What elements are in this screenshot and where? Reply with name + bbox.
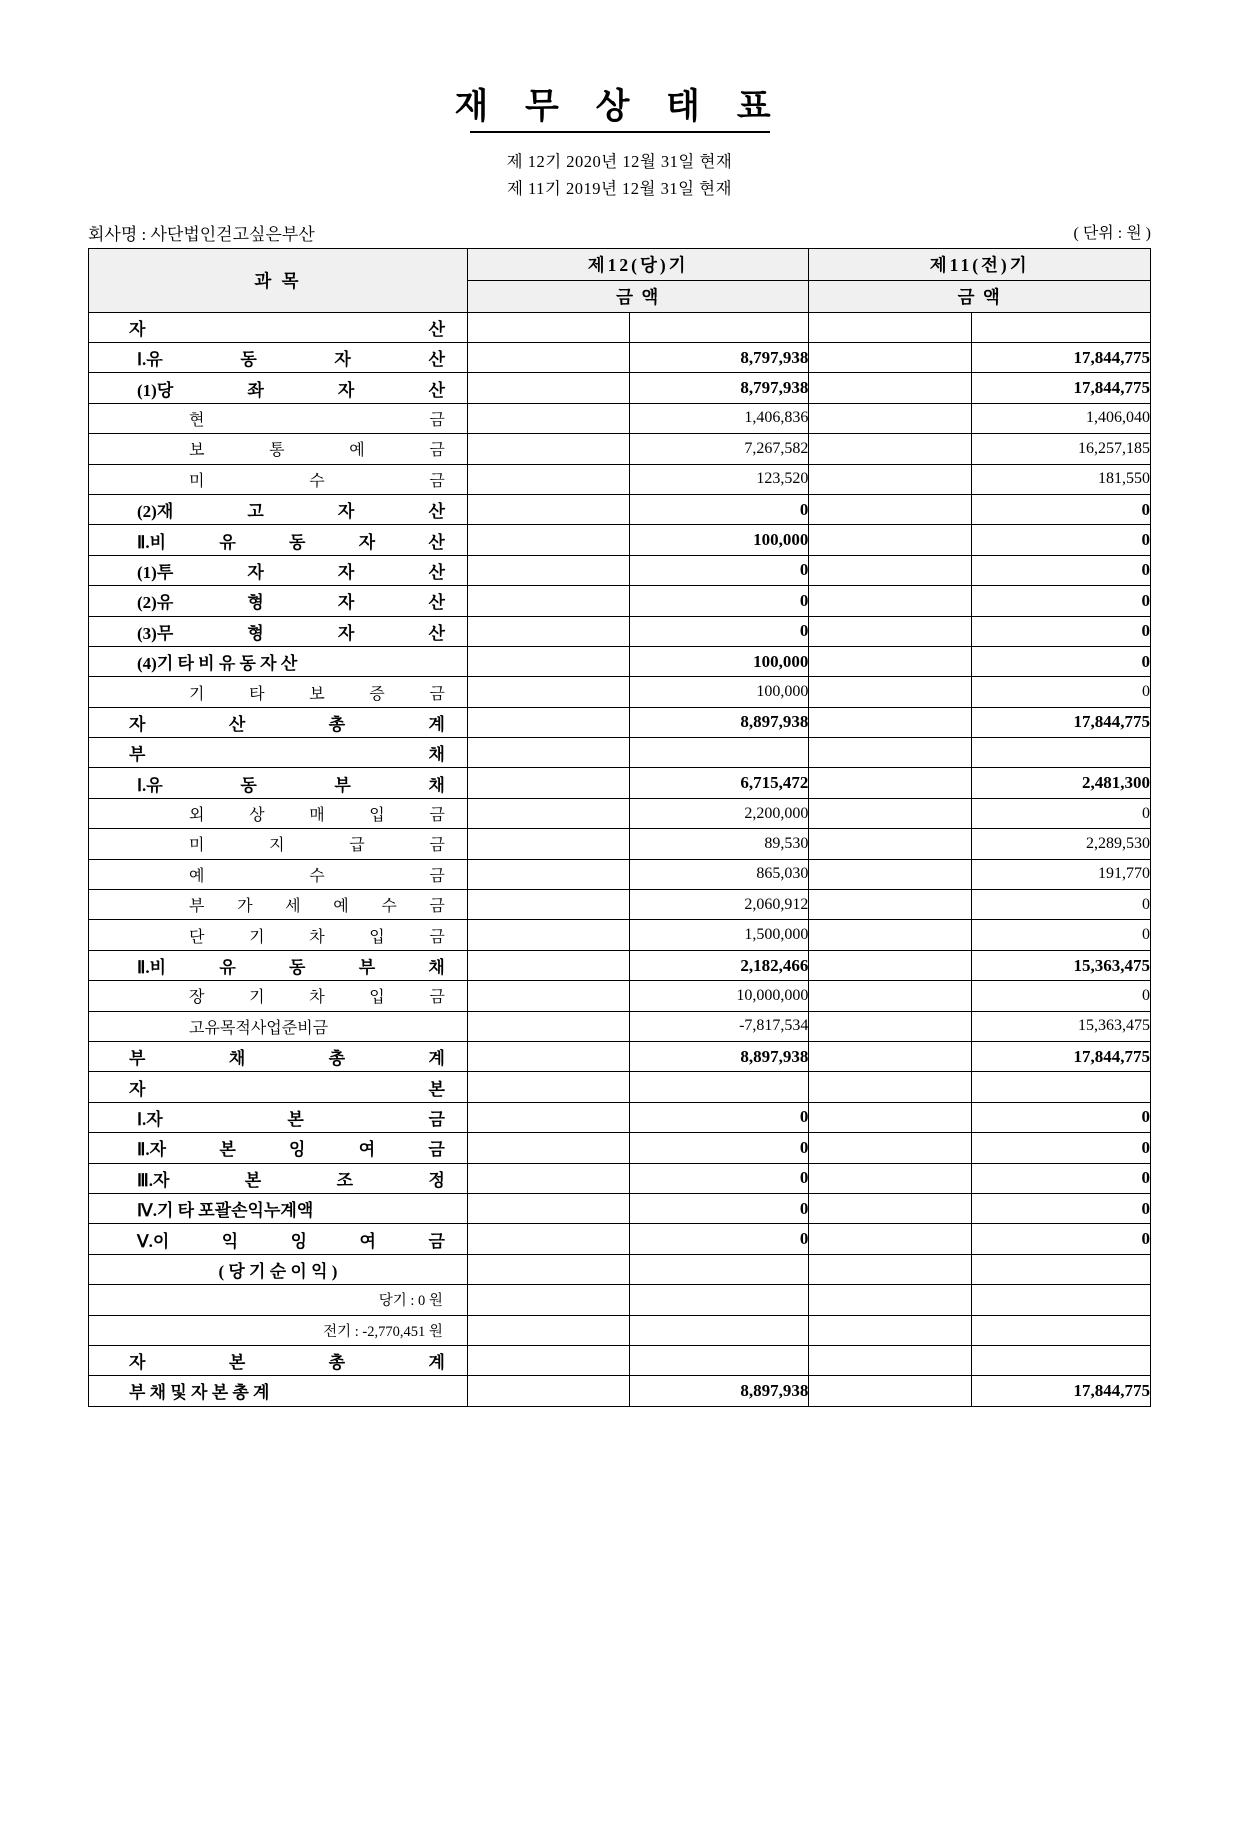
account-name: Ⅳ.기 타 포괄손익누계액 [89, 1193, 468, 1223]
table-row [89, 616, 1151, 646]
table-row [89, 373, 1151, 403]
amount-prior: 0 [971, 981, 1150, 1011]
table-row [89, 1011, 1151, 1041]
company-name: 회사명 : 사단법인걷고싶은부산 [88, 224, 315, 244]
table-row [89, 1315, 1151, 1345]
subtotal-cell-current [467, 738, 630, 768]
amount-prior: 0 [971, 1163, 1150, 1193]
amount-current: 100,000 [630, 646, 809, 676]
subtotal-cell-current [467, 920, 630, 950]
amount-current: 0 [630, 1102, 809, 1132]
amount-prior: 17,844,775 [971, 343, 1150, 373]
table-row [89, 1193, 1151, 1223]
account-name: 외 상 매 입 금 [89, 798, 468, 828]
subtotal-cell-current [467, 373, 630, 403]
amount-prior: 191,770 [971, 859, 1150, 889]
amount-current: -7,817,534 [630, 1011, 809, 1041]
amount-current: 0 [630, 555, 809, 585]
table-row [89, 525, 1151, 555]
amount-prior: 0 [971, 616, 1150, 646]
title-underline [470, 131, 770, 133]
account-name: Ⅱ.비 유 동 부 채 [89, 950, 468, 980]
subtotal-cell-current [467, 343, 630, 373]
amount-current: 0 [630, 494, 809, 524]
account-name: (2)유 형 자 산 [89, 586, 468, 616]
table-row [89, 1102, 1151, 1132]
amount-prior [971, 738, 1150, 768]
table-row [89, 829, 1151, 859]
subtotal-cell-current [467, 1042, 630, 1072]
amount-prior [971, 1285, 1150, 1315]
amount-current: 0 [630, 616, 809, 646]
account-name: (1)당 좌 자 산 [89, 373, 468, 403]
period-current: 제 12기 2020년 12월 31일 현재 [506, 151, 733, 171]
subtotal-cell-prior [809, 1102, 972, 1132]
subtotal-cell-prior [809, 494, 972, 524]
subtotal-cell-current [467, 1102, 630, 1132]
period-prior: 제 11기 2019년 12월 31일 현재 [506, 179, 733, 199]
amount-prior: 2,481,300 [971, 768, 1150, 798]
subtotal-cell-current [467, 646, 630, 676]
subtotal-cell-current [467, 950, 630, 980]
amount-prior: 0 [971, 1102, 1150, 1132]
amount-prior [971, 312, 1150, 342]
amount-prior [971, 1072, 1150, 1102]
amount-prior: 15,363,475 [971, 1011, 1150, 1041]
table-row [89, 890, 1151, 920]
account-name: (1)투 자 자 산 [89, 555, 468, 585]
balance-sheet-table [88, 248, 1151, 1407]
amount-prior: 1,406,040 [971, 403, 1150, 433]
account-name: 자 산 총 계 [89, 707, 468, 737]
account-name: Ⅰ.자 본 금 [89, 1102, 468, 1132]
account-name: (2)재 고 자 산 [89, 494, 468, 524]
amount-prior: 0 [971, 646, 1150, 676]
subtotal-cell-current [467, 1254, 630, 1284]
table-row [89, 494, 1151, 524]
amount-prior: 17,844,775 [971, 1042, 1150, 1072]
account-name: Ⅰ.유 동 부 채 [89, 768, 468, 798]
header-amount-prior: 금 액 [809, 280, 1151, 312]
subtotal-cell-prior [809, 586, 972, 616]
subtotal-cell-prior [809, 616, 972, 646]
amount-prior: 15,363,475 [971, 950, 1150, 980]
table-row [89, 646, 1151, 676]
subtotal-cell-current [467, 829, 630, 859]
subtotal-cell-current [467, 798, 630, 828]
table-row [89, 1376, 1151, 1406]
amount-current: 8,897,938 [630, 1376, 809, 1406]
subtotal-cell-prior [809, 434, 972, 464]
account-name: 부 채 총 계 [89, 1042, 468, 1072]
table-row [89, 586, 1151, 616]
subtotal-cell-current [467, 768, 630, 798]
table-row [89, 950, 1151, 980]
amount-prior: 17,844,775 [971, 707, 1150, 737]
amount-prior: 16,257,185 [971, 434, 1150, 464]
account-name: 당기 : 0 원 [89, 1285, 468, 1315]
subtotal-cell-prior [809, 981, 972, 1011]
amount-current: 7,267,582 [630, 434, 809, 464]
subtotal-cell-current [467, 434, 630, 464]
table-row [89, 1133, 1151, 1163]
table-row [89, 403, 1151, 433]
subtotal-cell-current [467, 1224, 630, 1254]
account-name: (3)무 형 자 산 [89, 616, 468, 646]
subtotal-cell-current [467, 1345, 630, 1375]
subtotal-cell-prior [809, 312, 972, 342]
account-name: 미 수 금 [89, 464, 468, 494]
page-title: 재 무 상 태 표 [454, 87, 785, 126]
subtotal-cell-prior [809, 859, 972, 889]
amount-current: 100,000 [630, 525, 809, 555]
table-row [89, 312, 1151, 342]
amount-prior: 181,550 [971, 464, 1150, 494]
header-account: 과 목 [89, 248, 468, 312]
table-row [89, 1345, 1151, 1375]
amount-current: 6,715,472 [630, 768, 809, 798]
account-name: 자 산 [89, 312, 468, 342]
subtotal-cell-prior [809, 1224, 972, 1254]
table-row [89, 920, 1151, 950]
account-name: Ⅱ.자 본 잉 여 금 [89, 1133, 468, 1163]
amount-current: 0 [630, 1133, 809, 1163]
subtotal-cell-prior [809, 373, 972, 403]
amount-prior: 17,844,775 [971, 1376, 1150, 1406]
account-name: 현 금 [89, 403, 468, 433]
account-name: Ⅱ.비 유 동 자 산 [89, 525, 468, 555]
subtotal-cell-prior [809, 1254, 972, 1284]
table-row [89, 798, 1151, 828]
subtotal-cell-prior [809, 890, 972, 920]
table-row [89, 1224, 1151, 1254]
amount-current [630, 1345, 809, 1375]
amount-prior: 0 [971, 798, 1150, 828]
table-row [89, 555, 1151, 585]
subtotal-cell-current [467, 1133, 630, 1163]
amount-current: 0 [630, 1193, 809, 1223]
amount-current: 2,182,466 [630, 950, 809, 980]
subtotal-cell-current [467, 677, 630, 707]
amount-current: 10,000,000 [630, 981, 809, 1011]
amount-current: 2,200,000 [630, 798, 809, 828]
subtotal-cell-prior [809, 1163, 972, 1193]
account-name: 미 지 급 금 [89, 829, 468, 859]
subtotal-cell-current [467, 1376, 630, 1406]
amount-prior [971, 1345, 1150, 1375]
account-name: Ⅲ.자 본 조 정 [89, 1163, 468, 1193]
subtotal-cell-prior [809, 707, 972, 737]
amount-current: 1,500,000 [630, 920, 809, 950]
amount-current [630, 1285, 809, 1315]
subtotal-cell-current [467, 1193, 630, 1223]
account-name: Ⅴ.이 익 잉 여 금 [89, 1224, 468, 1254]
amount-current: 89,530 [630, 829, 809, 859]
subtotal-cell-current [467, 525, 630, 555]
table-row [89, 1163, 1151, 1193]
balance-sheet-page [0, 88, 1239, 1842]
amount-prior: 0 [971, 1224, 1150, 1254]
subtotal-cell-current [467, 464, 630, 494]
subtotal-cell-prior [809, 1285, 972, 1315]
amount-prior: 0 [971, 525, 1150, 555]
subtotal-cell-current [467, 616, 630, 646]
amount-current: 2,060,912 [630, 890, 809, 920]
subtotal-cell-prior [809, 1376, 972, 1406]
subtotal-cell-prior [809, 555, 972, 585]
subtotal-cell-prior [809, 1133, 972, 1163]
amount-prior: 0 [971, 920, 1150, 950]
amount-prior: 0 [971, 890, 1150, 920]
subtotal-cell-current [467, 1011, 630, 1041]
account-name: 기 타 보 증 금 [89, 677, 468, 707]
subtotal-cell-prior [809, 738, 972, 768]
subtotal-cell-prior [809, 646, 972, 676]
amount-current: 0 [630, 1224, 809, 1254]
table-row [89, 768, 1151, 798]
amount-current [630, 1254, 809, 1284]
amount-prior: 0 [971, 1193, 1150, 1223]
subtotal-cell-prior [809, 403, 972, 433]
table-row [89, 464, 1151, 494]
subtotal-cell-current [467, 586, 630, 616]
subtotal-cell-current [467, 859, 630, 889]
subtotal-cell-current [467, 494, 630, 524]
amount-current: 8,797,938 [630, 343, 809, 373]
table-row [89, 1072, 1151, 1102]
account-name: 부 가 세 예 수 금 [89, 890, 468, 920]
amount-prior: 2,289,530 [971, 829, 1150, 859]
amount-current [630, 312, 809, 342]
account-name: 예 수 금 [89, 859, 468, 889]
subtotal-cell-current [467, 1163, 630, 1193]
table-body [89, 312, 1151, 1406]
amount-prior [971, 1315, 1150, 1345]
account-name: ( 당 기 순 이 익 ) [89, 1254, 468, 1284]
account-name: 장 기 차 입 금 [89, 981, 468, 1011]
account-name: (4)기 타 비 유 동 자 산 [89, 646, 468, 676]
header-period-current: 제12(당)기 [467, 248, 809, 280]
subtotal-cell-prior [809, 677, 972, 707]
subtotal-cell-current [467, 981, 630, 1011]
table-row [89, 1042, 1151, 1072]
table-row [89, 677, 1151, 707]
subtotal-cell-prior [809, 525, 972, 555]
meta-row [0, 220, 1239, 242]
amount-current [630, 1315, 809, 1345]
table-row [89, 1254, 1151, 1284]
account-name: 고유목적사업준비금 [89, 1011, 468, 1041]
amount-current: 100,000 [630, 677, 809, 707]
table-row [89, 434, 1151, 464]
amount-current: 8,897,938 [630, 707, 809, 737]
amount-current: 865,030 [630, 859, 809, 889]
account-name: 부 채 및 자 본 총 계 [89, 1376, 468, 1406]
amount-prior: 0 [971, 677, 1150, 707]
subtotal-cell-current [467, 312, 630, 342]
amount-prior: 0 [971, 555, 1150, 585]
amount-current [630, 1072, 809, 1102]
amount-prior: 0 [971, 1133, 1150, 1163]
subtotal-cell-prior [809, 768, 972, 798]
subtotal-cell-prior [809, 920, 972, 950]
account-name: 단 기 차 입 금 [89, 920, 468, 950]
subtotal-cell-prior [809, 1345, 972, 1375]
amount-current: 8,897,938 [630, 1042, 809, 1072]
subtotal-cell-current [467, 890, 630, 920]
subtotal-cell-prior [809, 829, 972, 859]
amount-prior: 17,844,775 [971, 373, 1150, 403]
subtotal-cell-prior [809, 1315, 972, 1345]
currency-unit: ( 단위 : 원 ) [1073, 224, 1151, 242]
amount-current: 8,797,938 [630, 373, 809, 403]
table-row [89, 1285, 1151, 1315]
amount-prior: 0 [971, 494, 1150, 524]
subtotal-cell-prior [809, 464, 972, 494]
account-name: 부 채 [89, 738, 468, 768]
header-amount-current: 금 액 [467, 280, 809, 312]
header-period-prior: 제11(전)기 [809, 248, 1151, 280]
amount-current: 0 [630, 586, 809, 616]
table-row [89, 343, 1151, 373]
subtotal-cell-prior [809, 1011, 972, 1041]
amount-current: 0 [630, 1163, 809, 1193]
subtotal-cell-prior [809, 798, 972, 828]
subtotal-cell-current [467, 707, 630, 737]
amount-current [630, 738, 809, 768]
subtotal-cell-current [467, 1315, 630, 1345]
table-row [89, 738, 1151, 768]
subtotal-cell-prior [809, 343, 972, 373]
amount-prior [971, 1254, 1150, 1284]
subtotal-cell-prior [809, 1193, 972, 1223]
subtotal-cell-current [467, 1285, 630, 1315]
account-name: 자 본 [89, 1072, 468, 1102]
account-name: Ⅰ.유 동 자 산 [89, 343, 468, 373]
account-name: 보 통 예 금 [89, 434, 468, 464]
amount-current: 123,520 [630, 464, 809, 494]
table-row [89, 981, 1151, 1011]
account-name: 자 본 총 계 [89, 1345, 468, 1375]
subtotal-cell-prior [809, 950, 972, 980]
table-row [89, 707, 1151, 737]
account-name: 전기 : -2,770,451 원 [89, 1315, 468, 1345]
amount-current: 1,406,836 [630, 403, 809, 433]
table-row [89, 859, 1151, 889]
subtotal-cell-current [467, 403, 630, 433]
subtotal-cell-prior [809, 1042, 972, 1072]
subtotal-cell-current [467, 555, 630, 585]
table-header [89, 248, 1151, 312]
subtotal-cell-current [467, 1072, 630, 1102]
subtotal-cell-prior [809, 1072, 972, 1102]
amount-prior: 0 [971, 586, 1150, 616]
